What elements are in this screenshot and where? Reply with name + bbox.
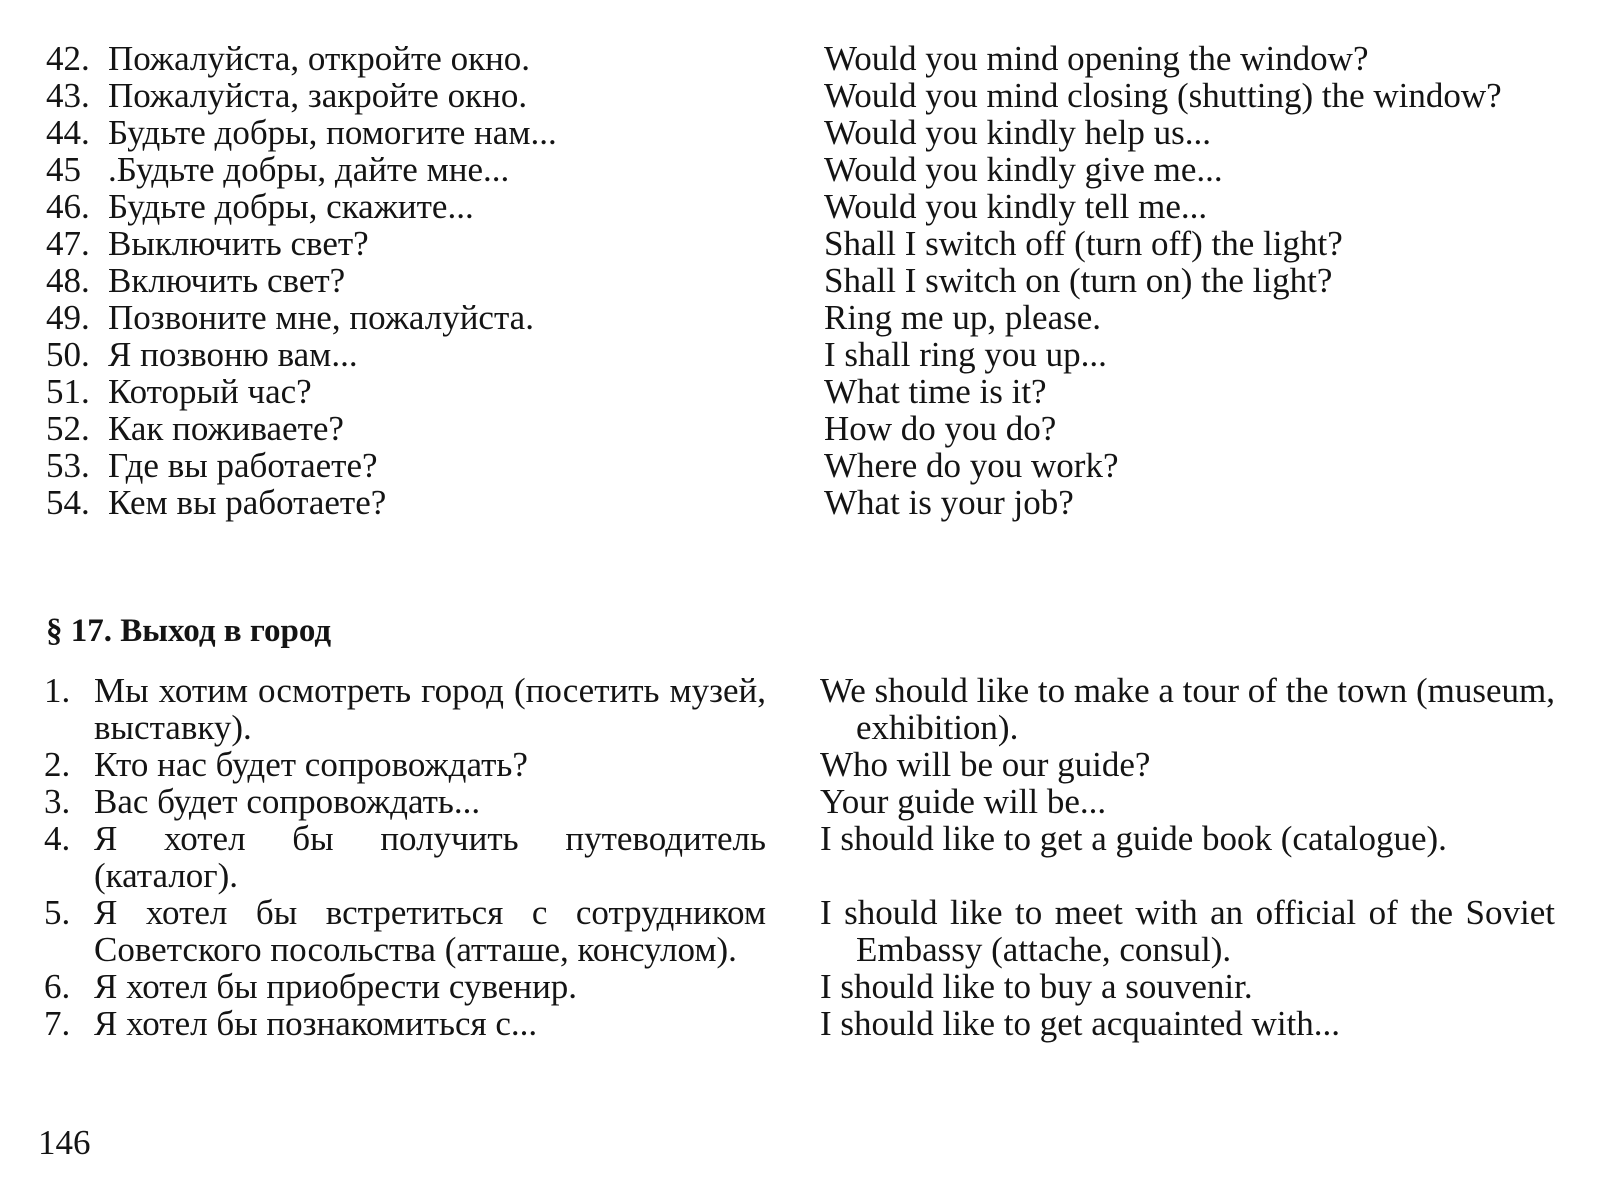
phrase-row bbox=[0, 783, 1600, 820]
russian-phrase: 49. Позвоните мне, пожалуйста. bbox=[46, 298, 534, 337]
russian-phrase: 50. Я позвоню вам... bbox=[46, 335, 358, 374]
phrase-row bbox=[0, 484, 1600, 521]
english-phrase: What time is it? bbox=[824, 372, 1047, 411]
english-phrase: Would you mind opening the window? bbox=[824, 39, 1369, 78]
phrase-row bbox=[0, 299, 1600, 336]
english-phrase: Where do you work? bbox=[824, 446, 1119, 485]
russian-phrase: 43. Пожалуйста, закройте окно. bbox=[46, 76, 528, 115]
russian-phrase: 48. Включить свет? bbox=[46, 261, 346, 300]
russian-phrase: 4. Я хотел бы получить путеводитель (каталог). bbox=[44, 819, 766, 895]
phrase-number: 50. bbox=[46, 335, 90, 374]
english-phrase: How do you do? bbox=[824, 409, 1057, 448]
russian-phrase: 54. Кем вы работаете? bbox=[46, 483, 387, 522]
phrase-row bbox=[0, 262, 1600, 299]
russian-phrase: 7. Я хотел бы познакомиться с... bbox=[44, 1004, 538, 1043]
phrase-number: 2. bbox=[44, 745, 71, 784]
russian-phrase: 45 .Будьте добры, дайте мне... bbox=[46, 150, 510, 189]
phrase-number: 43. bbox=[46, 76, 90, 115]
russian-phrase: 47. Выключить свет? bbox=[46, 224, 369, 263]
english-phrase: Shall I switch off (turn off) the light? bbox=[824, 224, 1343, 263]
phrase-row bbox=[0, 77, 1600, 114]
phrase-row bbox=[0, 894, 1600, 968]
english-phrase: We should like to make a tour of the town (museum, exhibition). bbox=[820, 671, 1555, 747]
phrase-number: 7. bbox=[44, 1004, 71, 1043]
phrase-number: 42. bbox=[46, 39, 90, 78]
english-phrase: Who will be our guide? bbox=[820, 745, 1151, 784]
russian-phrase: 5. Я хотел бы встретиться с сотрудником Советского посольства (атташе, консулом). bbox=[44, 893, 766, 969]
english-phrase: Would you mind closing (shutting) the window? bbox=[824, 76, 1502, 115]
russian-phrase: 42. Пожалуйста, откройте окно. bbox=[46, 39, 531, 78]
phrase-row bbox=[0, 40, 1600, 77]
phrase-list-city bbox=[0, 672, 1600, 1042]
phrase-number: 45 bbox=[46, 150, 81, 189]
english-phrase: Would you kindly give me... bbox=[824, 150, 1223, 189]
phrase-number: 54. bbox=[46, 483, 90, 522]
english-phrase: I shall ring you up... bbox=[824, 335, 1107, 374]
phrase-number: 44. bbox=[46, 113, 90, 152]
english-phrase: Shall I switch on (turn on) the light? bbox=[824, 261, 1333, 300]
english-phrase: Your guide will be... bbox=[820, 782, 1107, 821]
section-heading: § 17. Выход в город bbox=[46, 613, 332, 649]
russian-phrase: 6. Я хотел бы приобрести сувенир. bbox=[44, 967, 578, 1006]
phrase-number: 49. bbox=[46, 298, 90, 337]
russian-phrase: 3. Вас будет сопровождать... bbox=[44, 782, 481, 821]
phrase-row bbox=[0, 410, 1600, 447]
phrase-number: 3. bbox=[44, 782, 71, 821]
english-phrase: What is your job? bbox=[824, 483, 1074, 522]
phrase-number: 48. bbox=[46, 261, 90, 300]
phrase-number: 47. bbox=[46, 224, 90, 263]
english-phrase: Would you kindly tell me... bbox=[824, 187, 1208, 226]
phrase-number: 1. bbox=[44, 671, 71, 710]
russian-phrase: 46. Будьте добры, скажите... bbox=[46, 187, 474, 226]
english-phrase: I should like to get acquainted with... bbox=[820, 1004, 1341, 1043]
russian-phrase: 2. Кто нас будет сопровождать? bbox=[44, 745, 528, 784]
phrase-row bbox=[0, 1005, 1600, 1042]
phrase-row bbox=[0, 746, 1600, 783]
russian-phrase: 1. Мы хотим осмотреть город (посетить музей, выставку). bbox=[44, 671, 766, 747]
russian-phrase: 51. Который час? bbox=[46, 372, 312, 411]
phrase-row bbox=[0, 447, 1600, 484]
russian-phrase: 53. Где вы работаете? bbox=[46, 446, 378, 485]
phrase-row bbox=[0, 188, 1600, 225]
russian-phrase: 52. Как поживаете? bbox=[46, 409, 344, 448]
phrase-row bbox=[0, 151, 1600, 188]
phrase-row bbox=[0, 672, 1600, 746]
phrase-number: 4. bbox=[44, 819, 71, 858]
phrase-row bbox=[0, 114, 1600, 151]
english-phrase: Would you kindly help us... bbox=[824, 113, 1212, 152]
phrase-row bbox=[0, 820, 1600, 894]
phrase-number: 6. bbox=[44, 967, 71, 1006]
english-phrase: I should like to get a guide book (catalogue). bbox=[820, 819, 1447, 858]
phrase-row bbox=[0, 968, 1600, 1005]
page-number: 146 bbox=[38, 1123, 91, 1162]
phrase-number: 52. bbox=[46, 409, 90, 448]
phrase-number: 46. bbox=[46, 187, 90, 226]
phrase-row bbox=[0, 336, 1600, 373]
phrase-number: 51. bbox=[46, 372, 90, 411]
phrase-list-top bbox=[0, 40, 1600, 521]
russian-phrase: 44. Будьте добры, помогите нам... bbox=[46, 113, 557, 152]
phrase-row bbox=[0, 225, 1600, 262]
english-phrase: I should like to meet with an official of the Soviet Embassy (attache, consul). bbox=[820, 893, 1555, 969]
phrase-number: 5. bbox=[44, 893, 71, 932]
english-phrase: I should like to buy a souvenir. bbox=[820, 967, 1253, 1006]
english-phrase: Ring me up, please. bbox=[824, 298, 1102, 337]
phrase-number: 53. bbox=[46, 446, 90, 485]
phrase-row bbox=[0, 373, 1600, 410]
